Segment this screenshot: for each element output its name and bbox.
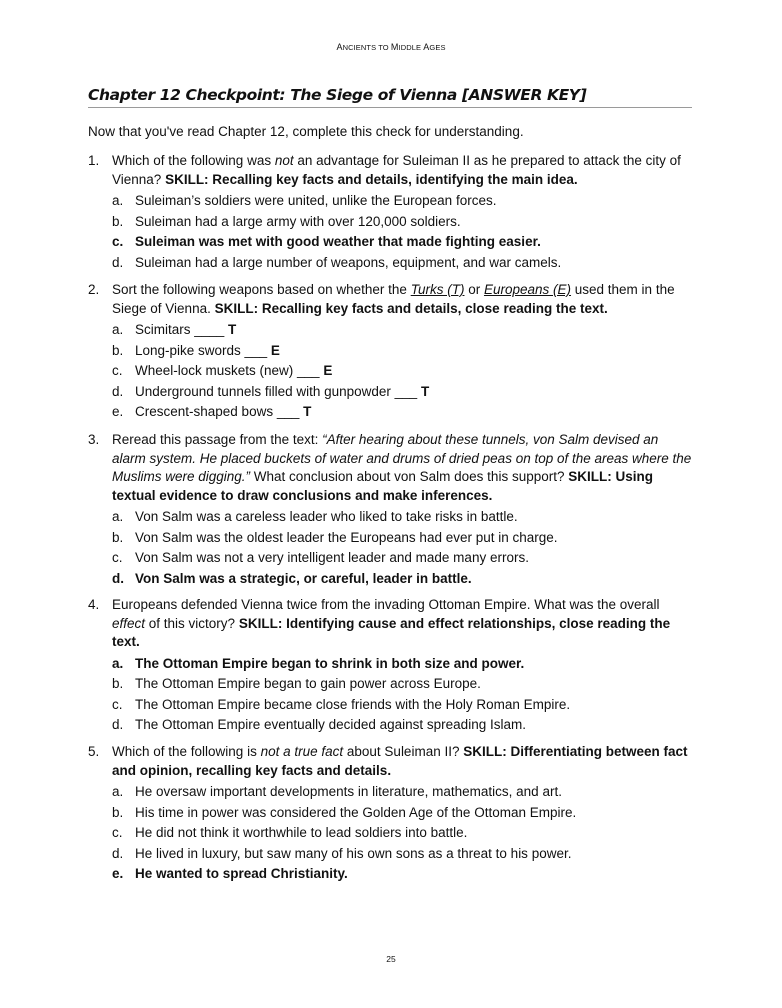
skill-label: SKILL: Differentiating between fact and opinion, recalling key facts and details. (112, 744, 688, 778)
question-4 (88, 596, 693, 736)
option: c. He did not think it worthwhile to lead soldiers into battle. (112, 825, 468, 840)
running-header: ANCIENTS TO MIDDLE AGES (336, 42, 446, 52)
option: a. He oversaw important developments in literature, mathematics, and art. (112, 784, 562, 799)
answer-options (112, 191, 693, 273)
page-number: 25 (386, 954, 396, 964)
answer-options (112, 320, 693, 423)
option: d. The Ottoman Empire eventually decided against spreading Islam. (112, 717, 526, 732)
answer-mark: T (228, 322, 237, 337)
answer-mark: E (270, 342, 280, 358)
option: a. Suleiman’s soldiers were united, unlike the European forces. (112, 193, 497, 208)
option: d. Suleiman had a large number of weapons, equipment, and war camels. (112, 254, 562, 270)
question-number: 3. (88, 432, 100, 447)
option: c. Von Salm was not a very intelligent leader and made many errors. (112, 550, 529, 565)
question-stem: Sort the following weapons based on whether the Turks (T) or Europeans (E) used them in the Siege of Vienna. SKILL: Recalling key facts and details, close reading the text. (112, 282, 675, 316)
answer-mark: T (420, 383, 430, 399)
option: a. Scimitars ____ T (112, 322, 237, 337)
correct-option: e. He wanted to spread Christianity. (112, 866, 348, 881)
question-number: 1. (88, 153, 100, 168)
question-3 (88, 431, 693, 589)
answer-options (112, 654, 693, 736)
question-number: 5. (88, 744, 100, 759)
correct-option: a. The Ottoman Empire began to shrink in both size and power. (112, 655, 525, 671)
question-5 (88, 743, 693, 885)
option: b. His time in power was considered the Golden Age of the Ottoman Empire. (112, 804, 577, 820)
question-stem: Which of the following is not a true fact about Suleiman II? SKILL: Differentiating between fact and opinion, recalling key facts and details. (112, 744, 688, 778)
option: b. Suleiman had a large army with over 120,000 soldiers. (112, 213, 461, 229)
correct-option: d. Von Salm was a strategic, or careful, leader in battle. (112, 570, 472, 586)
option: d. Underground tunnels filled with gunpowder ___ T (112, 383, 430, 399)
option: c. The Ottoman Empire became close friends with the Holy Roman Empire. (112, 696, 571, 712)
option: b. Von Salm was the oldest leader the Europeans had ever put in charge. (112, 529, 558, 545)
option: c. Wheel-lock muskets (new) ___ E (112, 363, 333, 378)
option: b. Long-pike swords ___ E (112, 342, 280, 358)
answer-mark: T (303, 404, 312, 419)
skill-label: SKILL: Identifying cause and effect relationships, close reading the text. (112, 615, 671, 649)
answer-options (112, 507, 693, 589)
intro-text: Now that you've read Chapter 12, complete this check for understanding. (88, 124, 524, 139)
page-title: Chapter 12 Checkpoint: The Siege of Vienna [ANSWER KEY] (88, 86, 692, 108)
question-2 (88, 281, 693, 423)
question-stem: Europeans defended Vienna twice from the invading Ottoman Empire. What was the overall effect of this victory? SKILL: Identifying cause and effect relationships, close reading the text. (112, 597, 671, 649)
option: b. The Ottoman Empire began to gain power across Europe. (112, 676, 481, 691)
question-number: 2. (88, 282, 100, 297)
correct-option: c. Suleiman was met with good weather that made fighting easier. (112, 234, 541, 249)
skill-label: SKILL: Using textual evidence to draw conclusions and make inferences. (112, 469, 653, 503)
answer-mark: E (323, 363, 333, 378)
answer-options (112, 782, 693, 885)
option: a. Von Salm was a careless leader who liked to take risks in battle. (112, 509, 518, 524)
question-stem: Reread this passage from the text: “After hearing about these tunnels, von Salm devised an alarm system. He placed buckets of water and drums of dried peas on top of the areas where the Muslims were digging.” What conclusion about von Salm does this support? SKILL: Using textual evidence to draw conclusions and make inferences. (112, 432, 692, 503)
skill-label: SKILL: Recalling key facts and details, identifying the main idea. (165, 171, 578, 187)
question-number: 4. (88, 597, 100, 612)
question-stem: Which of the following was not an advantage for Suleiman II as he prepared to attack the city of Vienna? SKILL: Recalling key facts and details, identifying the main idea. (112, 153, 681, 187)
question-1 (88, 152, 693, 273)
option: e. Crescent-shaped bows ___ T (112, 404, 312, 419)
quoted-passage: “After hearing about these tunnels, von Salm devised an alarm system. He placed buckets of water and drums of dried peas on top of the areas where the Muslims were digging.” (112, 432, 692, 484)
option: d. He lived in luxury, but saw many of his own sons as a threat to his power. (112, 845, 572, 861)
skill-label: SKILL: Recalling key facts and details, close reading the text. (214, 300, 608, 316)
